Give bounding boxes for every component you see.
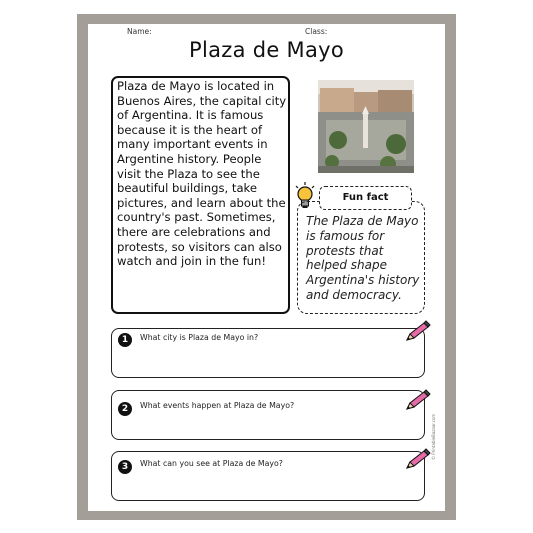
pencil-icon — [405, 320, 431, 342]
plaza-photo — [318, 80, 414, 173]
question-number-2: 2 — [118, 402, 132, 416]
question-text-1: What city is Plaza de Mayo in? — [140, 333, 259, 342]
page-title: Plaza de Mayo — [188, 38, 345, 62]
fun-fact-title: Fun fact — [342, 192, 389, 203]
name-label: Name: — [127, 27, 152, 36]
question-text-3: What can you see at Plaza de Mayo? — [140, 459, 283, 468]
reading-passage: Plaza de Mayo is located in Buenos Aires, the capital city of Argentina. It is famous because it is the heart of many important events in Argentine history. People visit the Plaza to see the beautiful buildings, take pictures, and learn about the country's past. Sometimes, there are celebrations and protests, so visitors can also watch and join in the fun! — [117, 79, 287, 269]
watermark: © PrintableBazaar.com — [431, 413, 436, 460]
fun-fact-text: The Plaza de Mayo is famous for protests that helped shape Argentina's history and democracy. — [306, 214, 420, 302]
question-number-1: 1 — [118, 333, 132, 347]
pencil-icon — [405, 389, 431, 411]
question-number-3: 3 — [118, 460, 132, 474]
question-text-2: What events happen at Plaza de Mayo? — [140, 401, 295, 410]
answer-box-2[interactable] — [111, 390, 425, 440]
class-label: Class: — [305, 27, 328, 36]
pencil-icon — [405, 448, 431, 470]
